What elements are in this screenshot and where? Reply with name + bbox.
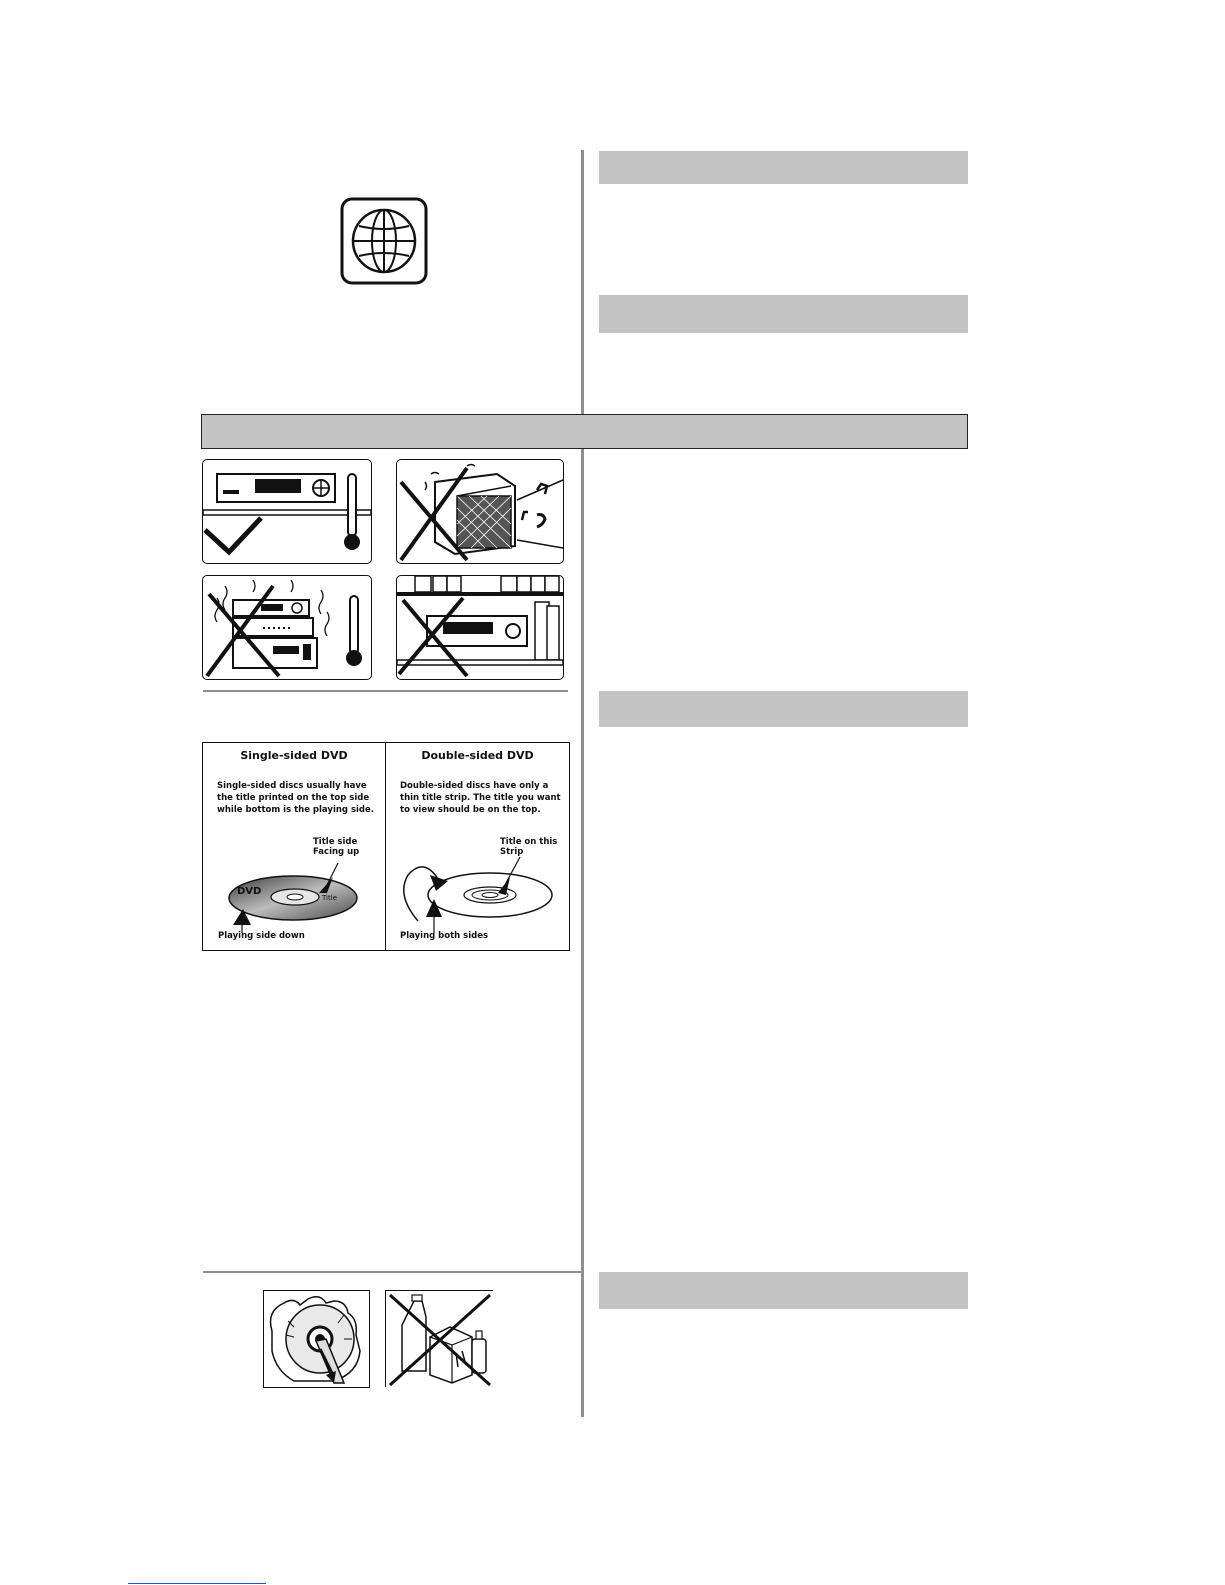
footer-link-underline[interactable] bbox=[128, 1583, 266, 1584]
double-sided-description: Double-sided discs have only a thin title strip. The title you want to view should be on the top. bbox=[400, 781, 561, 815]
left-column-rule-1 bbox=[203, 690, 568, 692]
section-heading-bar-1 bbox=[599, 151, 968, 184]
section-heading-bar-2 bbox=[599, 295, 968, 333]
playing-side-down-label: Playing side down bbox=[218, 931, 305, 941]
placement-panel-enclosed bbox=[396, 575, 564, 680]
enclosed-shelf-icon bbox=[397, 576, 563, 679]
vibration-speaker-icon bbox=[397, 460, 563, 563]
disc-dvd-text: DVD bbox=[237, 886, 262, 897]
single-sided-title: Single-sided DVD bbox=[240, 749, 348, 762]
placement-panel-ventilation bbox=[202, 459, 372, 564]
disc-wiping-icon bbox=[264, 1291, 369, 1387]
playing-both-sides-label: Playing both sides bbox=[400, 931, 489, 941]
dvd-disc-types-diagram bbox=[202, 742, 570, 951]
section-heading-bar-4 bbox=[599, 1272, 968, 1309]
stacked-heat-icon bbox=[203, 576, 371, 679]
disc-title-text: Title bbox=[322, 894, 338, 902]
double-sided-title: Double-sided DVD bbox=[421, 749, 534, 762]
section-heading-bar-full bbox=[201, 414, 968, 449]
disc-cleaning-picture bbox=[263, 1290, 370, 1388]
double-sided-column bbox=[386, 743, 569, 950]
title-strip-label: Title on this Strip bbox=[500, 837, 558, 857]
placement-panel-heat bbox=[202, 575, 372, 680]
ventilation-ok-icon bbox=[203, 460, 371, 563]
no-solvents-picture bbox=[385, 1290, 493, 1387]
single-sided-column bbox=[203, 743, 386, 950]
column-divider-top bbox=[581, 150, 584, 414]
placement-panel-vibration bbox=[396, 459, 564, 564]
single-sided-description: Single-sided discs usually have the title printed on the top side while bottom is the playing side. bbox=[217, 781, 375, 815]
no-solvents-icon bbox=[386, 1291, 493, 1387]
section-heading-bar-3 bbox=[599, 691, 968, 727]
globe-region-icon bbox=[339, 196, 429, 286]
single-sided-disc-icon bbox=[223, 863, 363, 933]
left-column-rule-2 bbox=[203, 1271, 582, 1273]
double-sided-disc-icon bbox=[394, 855, 564, 933]
title-side-label: Title side Facing up bbox=[313, 837, 360, 857]
region-globe-symbol bbox=[339, 196, 429, 286]
